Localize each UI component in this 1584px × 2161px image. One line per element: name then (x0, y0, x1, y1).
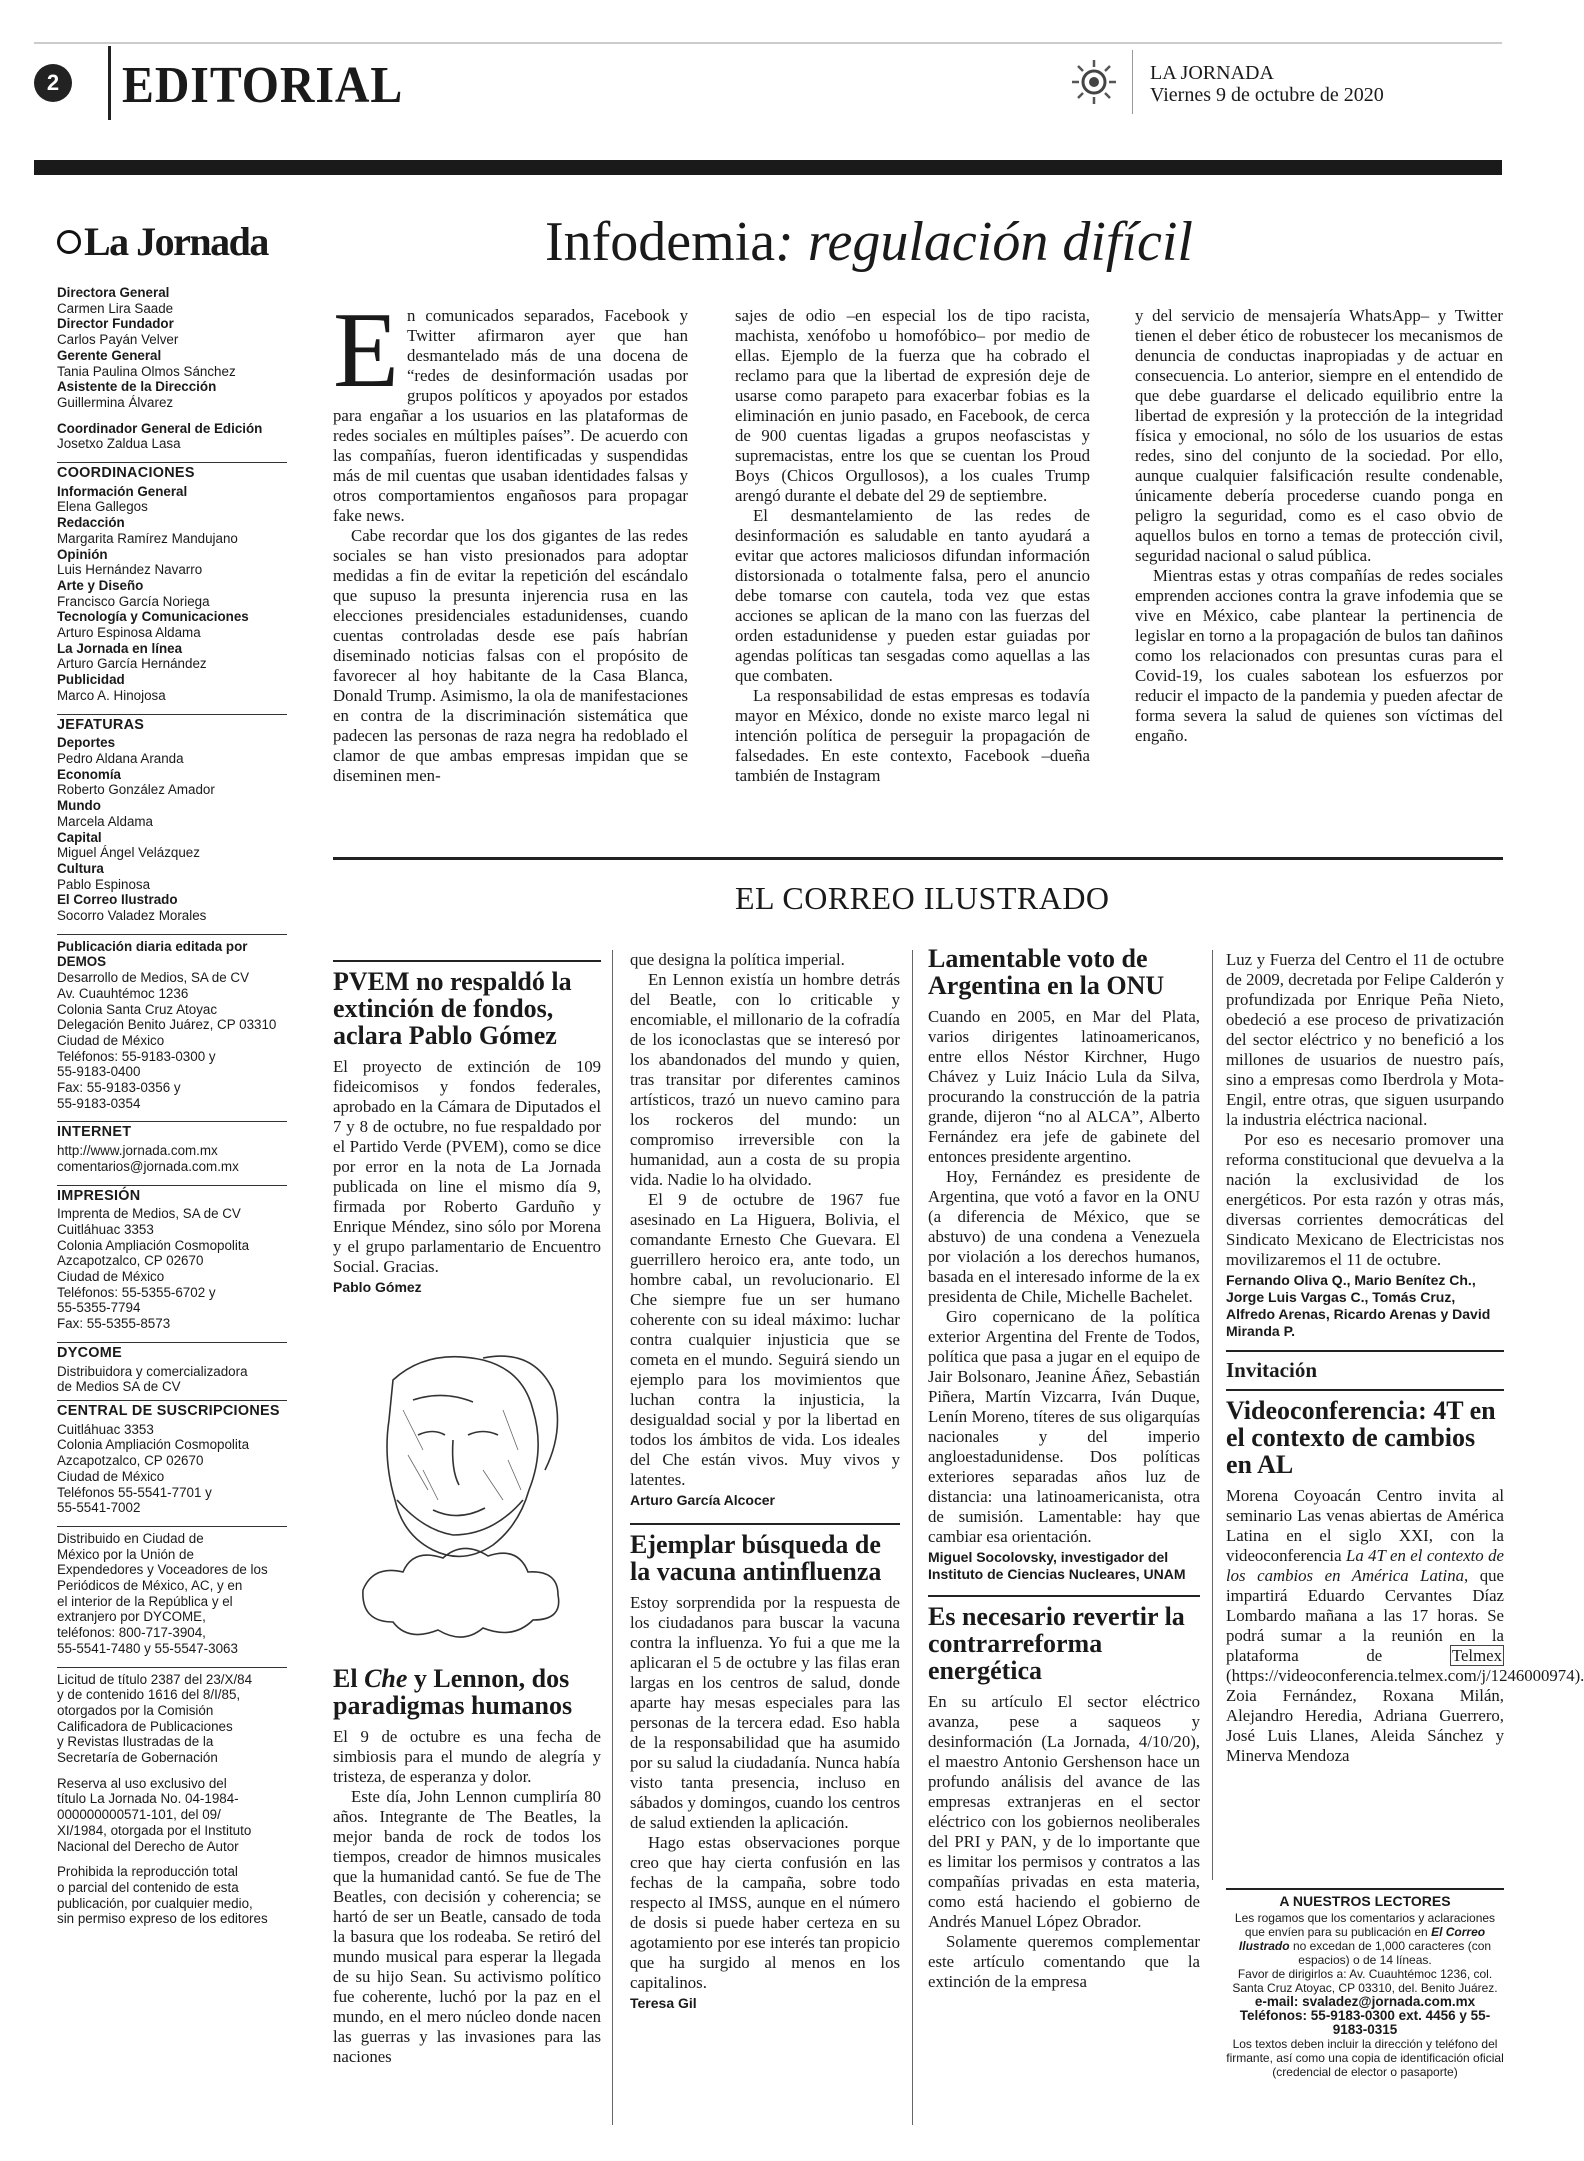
staff-title: Información General (57, 483, 188, 499)
letter-signature: Pablo Gómez (333, 1279, 422, 1295)
dycome-text: Distribuidora y comercializadora de Medios SA de CV (57, 1363, 248, 1395)
paragraph: Mientras estas y otras compañías de redes sociales emprenden acciones contra la grave infodemia que se vive en México, cabe plantear la pertinencia de legislar en torno a la propagación de bulos tan dañinos como los relacionados con presuntas curas para el Covid-19, los cuales sabotean los esfuerzos por reducir el impacto de la pandemia y pueden afectar de forma severa la salud de quienes son víctimas del engaño. (1135, 566, 1503, 745)
letter-paragraph: Luz y Fuerza del Centro el 11 de octubre de 2009, decretada por Felipe Calderón y profundizada por Enrique Peña Nieto, obedeció a ese proceso de privatización del sector eléctrico y no benefició a los millones de usuarios de nuestro país, sino a empresas como Iberdrola y Mota-Engil, entre otras, que siguen usurpando la industria eléctrica nacional. (1226, 950, 1504, 1129)
letter-rule (333, 960, 601, 962)
notice-text: no excedan de 1,000 caracteres (con espacios) o de 14 líneas. (1292, 1939, 1492, 1967)
notice-em: El Correo Ilustrado (1238, 1925, 1486, 1953)
suscripciones-block (57, 1422, 287, 1516)
coordinaciones-list (57, 484, 287, 704)
staff-list (57, 285, 287, 411)
reserva-text: Reserva al uso exclusivo del título La Jornada No. 04-1984- 000000000571-101, del 09/ XI/1984, otorgada por el Instituto Nacional del Derecho de Autor (57, 1775, 252, 1854)
staff-title: La Jornada en línea (57, 640, 183, 656)
paragraph: n comunicados separados, Facebook y Twitter afirmaron ayer que han desmantelado más de una docena de “redes de desinformación usadas por grupos políticos y apoyados por estados para engañar a los usuarios en las plataformas de redes sociales en múltiples países”. De acuerdo con las compañías, fueron identificadas y suspendidas más de mil cuentas que usaban identidades falsas y otros comportamientos engañosos para propagar fake news. (333, 306, 688, 525)
suscripciones-text: Cuitláhuac 3353 Colonia Ampliación Cosmopolita Azcapotzalco, CP 02670 Ciudad de México Teléfonos 55-5541-7701 y 55-5541-7002 (57, 1421, 250, 1516)
staff-title: Directora General (57, 285, 170, 300)
impresion-heading: IMPRESIÓN (57, 1185, 287, 1205)
masthead-sun-icon (57, 230, 81, 254)
staff-title: Coordinador General de Edición (57, 420, 263, 436)
section-title: EDITORIAL (122, 57, 404, 114)
staff-title: Arte y Diseño (57, 577, 144, 593)
letter-paragraph: Por eso es necesario promover una reforma constitucional que devuelva a la nación la exclusividad de los energéticos. Por esta razón y otras más, diversas corrientes democráticas del Sindicato Mexicano de Electricistas nos movilizaremos el 11 de octubre. (1226, 1130, 1504, 1269)
letter-headline: Lamentable voto de Argentina en la ONU (928, 944, 1165, 1000)
staff-name: Arturo Espinosa Aldama (57, 625, 201, 641)
section-rule (333, 857, 1503, 860)
letter-paragraph: Hoy, Fernández es presidente de Argentina, que votó a favor en la ONU (a diferencia de México, que se abstuvo) de una condena a Venezuela por violación a los derechos humanos, basada en el interesado informe de la ex presidenta de Chile, Michelle Bachelet. (928, 1167, 1200, 1306)
editorial-column-1 (333, 291, 688, 786)
correo-ilustrado-title: EL CORREO ILUSTRADO (735, 880, 1110, 916)
letter-headline: Es necesario revertir la contrarreforma energética (928, 1602, 1185, 1685)
staff-title: Cultura (57, 860, 104, 876)
staff-name: Carmen Lira Saade (57, 300, 174, 316)
header-divider (108, 46, 111, 120)
staff-name: Marco A. Hinojosa (57, 687, 166, 703)
readers-notice-footer: Los textos deben incluir la dirección y teléfono del firmante, así como una copia de identificación oficial (credencial de elector o pasaporte) (1226, 2037, 1504, 2079)
distribucion-block (57, 1531, 287, 1657)
staff-title: Economía (57, 766, 121, 782)
staff-title: Mundo (57, 798, 101, 814)
headline-em: Che (364, 1664, 408, 1693)
publisher-block (57, 939, 287, 1112)
staff-name: Elena Gallegos (57, 499, 148, 515)
issue-date: Viernes 9 de octubre de 2020 (1150, 84, 1384, 106)
staff-name: Pedro Aldana Aranda (57, 750, 184, 766)
masthead-sidebar (57, 218, 287, 1937)
readers-phones: Teléfonos: 55-9183-0300 ext. 4456 y 55-9183-0315 (1239, 2008, 1491, 2037)
publisher-address: Desarrollo de Medios, SA de CV Av. Cuauhtémoc 1236 Colonia Santa Cruz Atoyac Delegación Benito Juárez, CP 03310 Ciudad de México Teléfonos: 55-9183-0300 y 55-9183-0400 Fax: 55-9183-0356 y 55-9183-0354 (57, 970, 277, 1111)
letters-column-a-2 (333, 1665, 601, 2067)
staff-name: Carlos Payán Velver (57, 332, 179, 348)
body-text: Morena Coyoacán Centro invita al seminario Las venas abiertas de América Latina en el siglo XXI, con la videoconferencia (1226, 1486, 1504, 1565)
staff-title: Asistente de la Dirección (57, 379, 217, 395)
readers-notice-address: Favor de dirigirlos a: Av. Cuauhtémoc 1236, col. Santa Cruz Atoyac, CP 03310, del. Benito Juárez. (1232, 1967, 1498, 1995)
impresion-block (57, 1206, 287, 1332)
internet-heading: INTERNET (57, 1121, 287, 1141)
coord-general (57, 421, 287, 452)
letter-paragraph: El 9 de octubre de 1967 fue asesinado en La Higuera, Bolivia, el comandante Ernesto Che Guevara. El guerrillero heroico era, ante todo, un hombre cabal, un revolucionario. El Che siempre fue un ser humano coherente con su ideal máximo: luchar contra cualquier injusticia que se cometa en el mundo. Seguirá siendo un ejemplo para los movimientos que luchan contra la injusticia, la desigualdad social y por la libertad en todos los ámbitos de vida. Los ideales del Che están vivos. Muy vivos y latentes. (630, 1190, 900, 1489)
readers-notice-title: A NUESTROS LECTORES (1226, 1888, 1504, 1909)
readers-email[interactable]: e-mail: svaladez@jornada.com.mx (1254, 1994, 1476, 2009)
editorial-column-2 (735, 306, 1090, 786)
letter-headline: Ejemplar búsqueda de la vacuna antinfluenza (630, 1530, 882, 1586)
letter-paragraph: Solamente queremos complementar este artículo comentando que la extinción de la empresa (928, 1932, 1200, 1991)
letter-paragraph: Estoy sorprendida por la respuesta de los ciudadanos para buscar la vacuna contra la influenza. Yo fui a que me la aplicaran el 5 de octubre y las filas eran largas en los centros de salud, donde aparte hay mesas especiales para las personas de la tercera edad. Eso habla de la responsabilidad que ha asumido por su salud la ciudadanía. Nunca había visto tanta presencia, incluso en sábados y domingos, cuando los centros de salud extienden la aplicación. (630, 1593, 900, 1832)
invitation-label: Invitación (1226, 1358, 1318, 1382)
jefaturas-list (57, 735, 287, 923)
paragraph: Cabe recordar que los dos gigantes de las redes sociales se han visto presionados para adoptar medidas a fin de evitar la repetición del escándalo que supuso la presunta injerencia rusa en las elecciones presidenciales estadunidenses, cuando cuentas controladas desde ese país habrían diseminado noticias falsas con el propósito de favorecer al hoy habitante de la Casa Blanca, Donald Trump. Asimismo, la ola de manifestaciones en contra de la discriminación sistemática que padecen las personas de raza negra ha redoblado el clamor de que ambas empresas impidan que se diseminen men- (333, 526, 688, 785)
letter-rule (1226, 1350, 1504, 1352)
paper-info (1150, 62, 1384, 106)
paper-name: LA JORNADA (1150, 62, 1274, 84)
masthead-logo (57, 218, 287, 265)
letter-rule (630, 1523, 900, 1525)
letters-column-b (630, 950, 900, 2012)
header-top-rule (34, 42, 1502, 44)
publisher-title: Publicación diaria editada por DEMOS (57, 938, 248, 970)
jefaturas-heading: JEFATURAS (57, 714, 287, 734)
internet-block (57, 1143, 287, 1174)
paragraph: sajes de odio –en especial los de tipo racista, machista, xenófobo u homofóbico– por medio de ellas. Ejemplo de la fuerza que ha cobrado el reclamo para que la libertad de expresión deje de usarse como parapeto para exacerbar fobias es la eliminación en junio pasado, en Facebook, de cerca de 900 cuentas ligadas a grupos neofascistas y supremacistas, entre los que se cuentan los Proud Boys (Chicos Orgullosos), a los cuales Trump arengó durante el debate del 29 de septiembre. (735, 306, 1090, 505)
licitud-block (57, 1672, 287, 1766)
paragraph: y del servicio de mensajería WhatsApp– y Twitter tienen el deber ético de robustecer los mecanismos de denuncia de conductas inapropiadas y de actuar en consecuencia. Lo anterior, siempre en el entendido de que debe guardarse el delicado equilibrio entre la libertad de expresión y la protección de la integridad física y emocional, no sólo de los usuarios de estas redes, sino del conjunto de la sociedad. Por ello, aunque cualquier falsificación resulte condenable, únicamente debería procederse cuando ponga en peligro la seguridad, como es el caso obvio de aquellos bulos en torno a temas de protección civil, seguridad nacional o salud pública. (1135, 306, 1503, 565)
letter-paragraph: Cuando en 2005, en Mar del Plata, varios dirigentes latinoamericanos, entre ellos Néstor Kirchner, Hugo Chávez y Luiz Inácio Lula da Silva, procurando la construcción de la patria grande, dijeron “no al ALCA”, Alberto Fernández era jefe de gabinete del entonces presidente argentino. (928, 1007, 1200, 1166)
letter-signature: Miguel Socolovsky, investigador del Instituto de Ciencias Nucleares, UNAM (928, 1549, 1186, 1582)
staff-name: Josetxo Zaldua Lasa (57, 436, 181, 452)
letter-signature: Arturo García Alcocer (630, 1492, 775, 1508)
headline-text: El (333, 1664, 365, 1693)
headline-part-1: Infodemia (545, 211, 776, 273)
letters-column-c (928, 945, 1200, 1992)
sidebar-rule (57, 1526, 287, 1527)
che-lennon-illustration (333, 1340, 583, 1650)
staff-name: Francisco García Noriega (57, 593, 210, 609)
reserva-block (57, 1776, 287, 1855)
coordinaciones-heading: COORDINACIONES (57, 462, 287, 482)
staff-title: Opinión (57, 546, 108, 562)
letter-signature: Fernando Oliva Q., Mario Benítez Ch., Jorge Luis Vargas C., Tomás Cruz, Alfredo Arenas, Ricardo Arenas y David Miranda P. (1226, 1272, 1491, 1339)
column-rule (612, 950, 613, 2125)
prohibida-text: Prohibida la reproducción total o parcial del contenido de esta publicación, por cualquier medio, sin permiso expreso de los editores (57, 1864, 268, 1927)
body-em: La 4T en el contexto de los cambios en América Latina (1226, 1546, 1504, 1585)
staff-name: Socorro Valadez Morales (57, 908, 207, 924)
staff-name: Miguel Ángel Velázquez (57, 845, 200, 861)
dycome-heading: DYCOME (57, 1342, 287, 1362)
sun-logo-icon (1068, 56, 1120, 108)
letter-paragraph: Giro copernicano de la política exterior Argentina del Frente de Todos, política que pasa a jugar en el equipo de Jair Bolsonaro, Jeanine Áñez, Sebastián Piñera, Martín Vizcarra, Iván Duque, Lenín Moreno, títeres de sus oligarquías nacionales y del imperio angloestadunidense. Dos políticas exteriores separadas años luz de distancia: una latinoamericanista, otra de sumisión. Lamentable: hay que cambiar esa orientación. (928, 1307, 1200, 1546)
letter-paragraph: En Lennon existía un hombre detrás del Beatle, con lo criticable y encomiable, el millonario de la cofradía de los iconoclastas que se interesó por los abandonados del mundo y quien, tras transitar por diferentes caminos artísticos, trazó un nuevo camino para los rockeros del mundo: un compromiso irreversible con la humanidad, aun a costa de su propia vida. Nadie lo ha olvidado. (630, 970, 900, 1189)
header-divider-right (1132, 50, 1133, 114)
staff-title: Gerente General (57, 347, 162, 363)
staff-title: Deportes (57, 735, 116, 751)
staff-name: Roberto González Amador (57, 782, 215, 798)
invitation-signature: Zoia Fernández, Roxana Milán, Alejandro Heredia, Adriana Guerrero, José Luis Llanes, Aleida Sánchez y Minerva Mendoza (1226, 1686, 1504, 1765)
page-number: 2 (34, 64, 72, 102)
staff-name: Tania Paulina Olmos Sánchez (57, 363, 236, 379)
column-rule (1212, 950, 1213, 1880)
staff-name: Margarita Ramírez Mandujano (57, 530, 238, 546)
body-text: , que impartirá Eduardo Cervantes Díaz Lombardo mañana a las 17 horas. Se podrá sumar a la reunión en la plataforma de (1226, 1566, 1504, 1665)
dycome-block (57, 1364, 287, 1395)
staff-title: Publicidad (57, 672, 125, 688)
editorial-headline (545, 210, 1193, 274)
notice-text: Les rogamos que los comentarios y aclaraciones que envíen para su publicación en (1234, 1911, 1496, 1939)
masthead-name: La Jornada (84, 219, 268, 264)
headline-part-2: : regulación difícil (775, 211, 1193, 273)
paragraph: La responsabilidad de estas empresas es todavía mayor en México, donde no existe marco legal ni intención política de perseguir la propagación de falsedades. En este contexto, Facebook –dueña también de Instagram (735, 686, 1090, 785)
licitud-text: Licitud de título 2387 del 23/X/84 y de contenido 1616 del 8/I/85, otorgados por la Comisión Calificadora de Publicaciones y Revistas Ilustradas de la Secretaría de Gobernación (57, 1671, 253, 1766)
staff-title: Tecnología y Comunicaciones (57, 609, 249, 625)
staff-name: Marcela Aldama (57, 813, 154, 829)
letter-headline (333, 1665, 601, 1719)
letter-paragraph: Hago estas observaciones porque creo que hay cierta confusión en las fechas de la campaña, sobre todo respecto al IMSS, aunque en el número de dosis si puede haber certeza en su agotamiento por ese interés tan propicio que ha surgido al menos en los capitalinos. (630, 1833, 900, 1992)
staff-title: Capital (57, 829, 102, 845)
letter-rule (1226, 1389, 1504, 1391)
letter-paragraph: El 9 de octubre es una fecha de simbiosis para el mundo de alegría y tristeza, de esperanza y dolor. (333, 1727, 601, 1786)
letter-rule (928, 1595, 1200, 1597)
drop-cap: E (333, 291, 399, 410)
letter-headline: PVEM no respaldó la extinción de fondos, aclara Pablo Gómez (333, 967, 572, 1050)
impresion-text: Imprenta de Medios, SA de CV Cuitláhuac 3353 Colonia Ampliación Cosmopolita Azcapotzalco, CP 02670 Ciudad de México Teléfonos: 55-5355-6702 y 55-5355-7794 Fax: 55-5355-8573 (57, 1206, 250, 1332)
paragraph: El desmantelamiento de las redes de desinformación es saludable en tanto ayudará a evitar que actores maliciosos difundan información distorsionada o totalmente falsa, pero el anuncio debe tomarse con cautela, toda vez que estas acciones se aplican de la mano con las fuerzas del orden estadunidense y pueden estar guiadas por agendas políticas tan sesgadas como aquellas a las que combaten. (735, 506, 1090, 685)
staff-title: Director Fundador (57, 316, 174, 332)
letter-paragraph: En su artículo El sector eléctrico avanza, pese a saqueos y desinformación (La Jornada, 4/10/20), el maestro Antonio Gershenson hace un profundo análisis del avance de las empresas extranjeras en el sector eléctrico con los gobiernos neoliberales del PRI y PAN, y de lo importante que es limitar los permisos y contratos a las compañías privadas en esta materia, como está haciendo el gobierno de Andrés Manuel López Obrador. (928, 1692, 1200, 1931)
letter-paragraph: Este día, John Lennon cumpliría 80 años. Integrante de The Beatles, la mejor banda de rock de todos los tiempos, creador de himnos musicales que la humanidad cantó. Se fue de The Beatles, con decisión y coherencia; se hartó de ser un Beatle, cansado de toda la basura que los rodeaba. Se retiró del mundo musical para esperar la llegada de su hijo Sean. Su activismo político fue coherente, luchó por la paz en el mundo, en el mero núcleo donde nacen las guerras y las invasiones para las naciones (333, 1787, 601, 2066)
invitation-body (1226, 1486, 1584, 1686)
suscripciones-heading: CENTRAL DE SUSCRIPCIONES (57, 1400, 287, 1420)
letter-signature: Teresa Gil (630, 1995, 697, 2011)
staff-name: Arturo García Hernández (57, 656, 207, 672)
readers-notice (1226, 1888, 1504, 2079)
videoconference-link[interactable]: (https://videoconferencia.telmex.com/j/1246000974). (1226, 1666, 1584, 1685)
staff-title: Redacción (57, 515, 125, 531)
sidebar-rule (57, 934, 287, 935)
letter-body: El proyecto de extinción de 109 fideicomisos y fondos federales, aprobado en la Cámara de Diputados el 7 y 8 de octubre, no fue respaldado por el Partido Verde (PVEM), como se dice por error en la nota de La Jornada publicada on line el mismo día 9, firmada por Roberto Garduño y Enrique Méndez, sino sólo por Morena y el grupo parlamentario de Encuentro Social. Gracias. (333, 1057, 601, 1276)
staff-title: El Correo Ilustrado (57, 892, 178, 908)
column-rule (912, 950, 913, 2125)
headline-text: y Lennon, dos paradigmas humanos (333, 1664, 573, 1720)
telmex-link[interactable]: Telmex (1451, 1646, 1502, 1665)
header-black-bar (34, 160, 1502, 175)
prohibida-block (57, 1864, 287, 1927)
staff-name: Guillermina Álvarez (57, 394, 174, 410)
staff-name: Pablo Espinosa (57, 876, 151, 892)
internet-links[interactable]: http://www.jornada.com.mx comentarios@jornada.com.mx (57, 1143, 239, 1174)
letter-headline: Videoconferencia: 4T en el contexto de cambios en AL (1226, 1396, 1496, 1479)
readers-notice-text (1226, 1911, 1504, 1967)
letters-column-a (333, 960, 601, 1296)
letters-column-d (1226, 950, 1584, 1766)
editorial-column-3 (1135, 306, 1503, 746)
letter-paragraph: que designa la política imperial. (630, 950, 845, 969)
distribucion-text: Distribuido en Ciudad de México por la Unión de Expendedores y Voceadores de los Periódicos de México, AC, y en el interior de la República y el extranjero por DYCOME, teléfonos: 800-717-3904, 55-5541-7480 y 55-5547-3063 (57, 1530, 268, 1656)
sidebar-rule (57, 1667, 287, 1668)
staff-name: Luis Hernández Navarro (57, 562, 203, 578)
